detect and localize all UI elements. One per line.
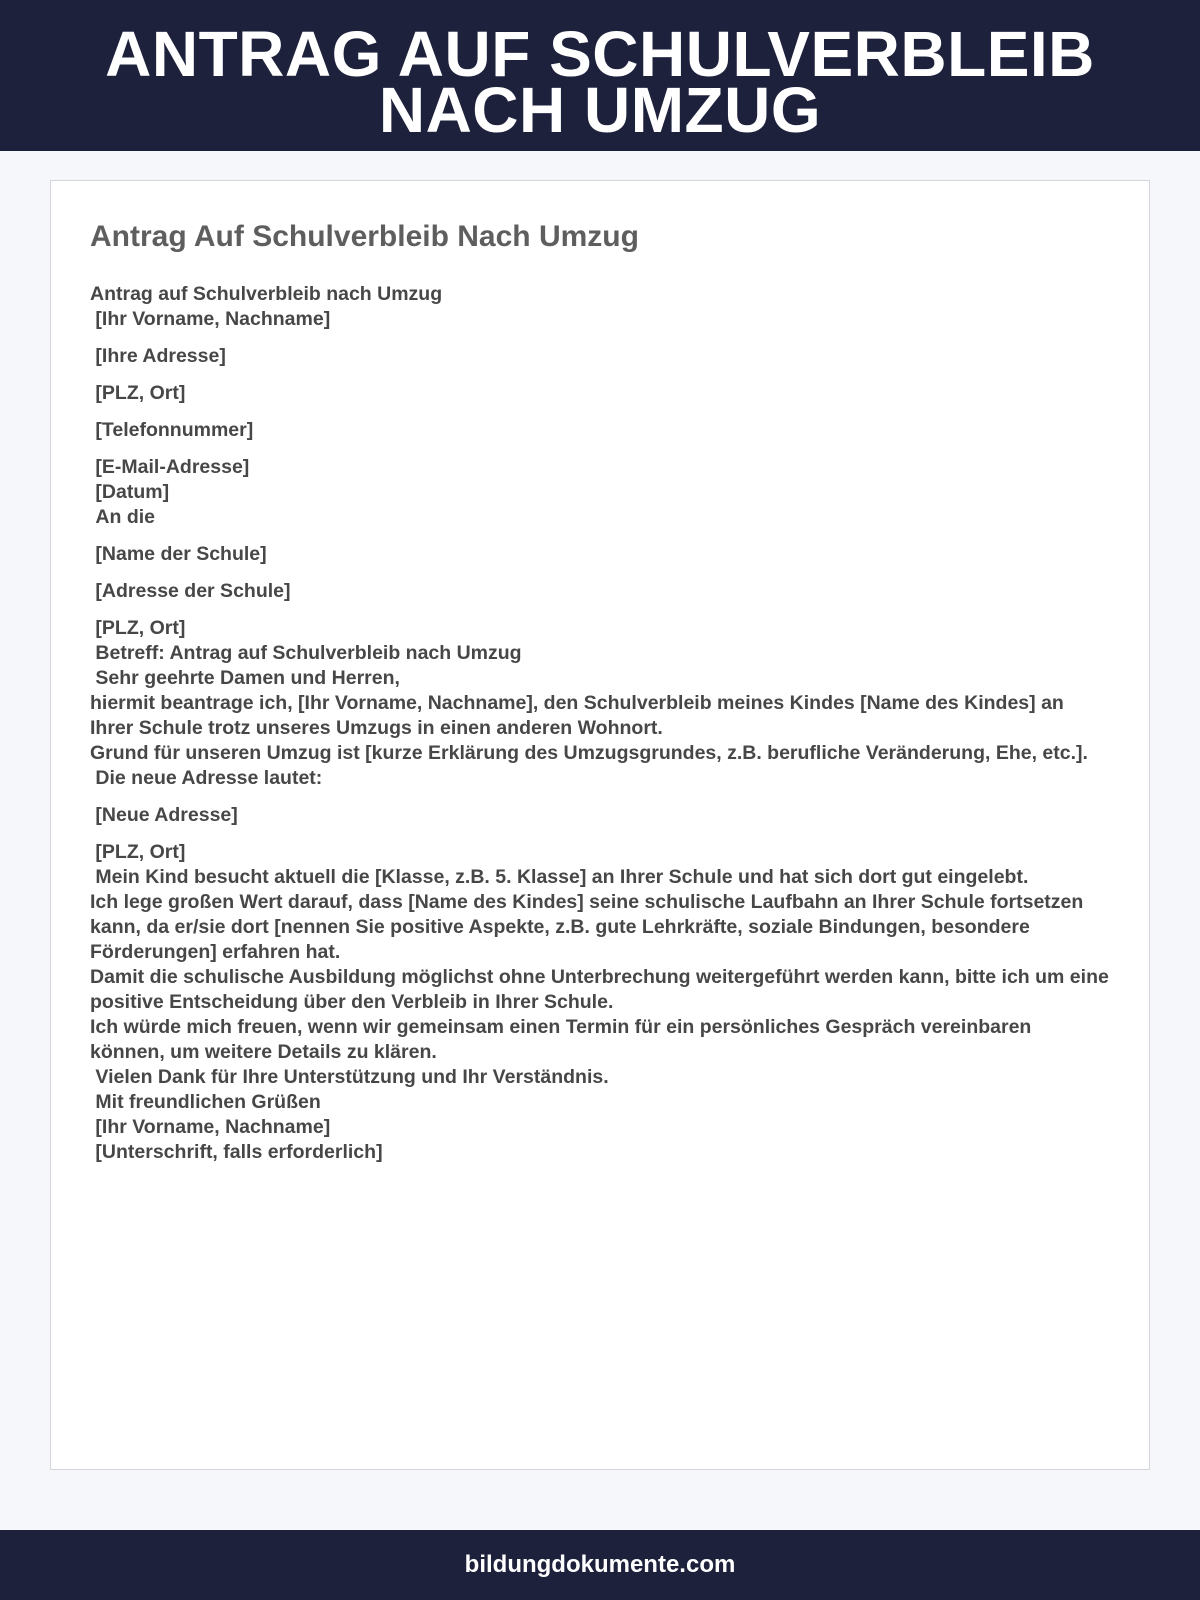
letter-line: [Neue Adresse] [90, 804, 238, 826]
letter-line: Sehr geehrte Damen und Herren, [90, 667, 400, 689]
page-footer [0, 1530, 1200, 1600]
letter-line: [E-Mail-Adresse] [90, 456, 250, 478]
letter-line: [Ihr Vorname, Nachname] [90, 308, 331, 330]
letter-line: [Ihre Adresse] [90, 345, 226, 367]
letter-body [90, 282, 1115, 1165]
letter-line: Vielen Dank für Ihre Unterstützung und Ihr Verständnis. [90, 1066, 609, 1088]
letter-line: hiermit beantrage ich, [Ihr Vorname, Nachname], den Schulverbleib meines Kindes [Name des Kindes] an Ihrer Schule trotz unseres Umzugs in einen anderen Wohnort. [90, 692, 1070, 739]
letter-line: [Datum] [90, 481, 170, 503]
page-title-line-1: ANTRAG AUF SCHULVERBLEIB [105, 18, 1095, 90]
letter-line: [Ihr Vorname, Nachname] [90, 1116, 331, 1138]
letter-line: Die neue Adresse lautet: [90, 767, 323, 789]
letter-line: [PLZ, Ort] [90, 382, 186, 404]
letter-line: Mit freundlichen Grüßen [90, 1091, 321, 1113]
letter-line: [Telefonnummer] [90, 419, 254, 441]
page-header [0, 0, 1200, 151]
letter-line: [Name der Schule] [90, 543, 267, 565]
letter-line: [PLZ, Ort] [90, 841, 186, 863]
letter-line: Ich würde mich freuen, wenn wir gemeinsam einen Termin für ein persönliches Gespräch vereinbaren können, um weitere Details zu klären. [90, 1016, 1037, 1063]
letter-line: An die [90, 506, 156, 528]
letter-line: Betreff: Antrag auf Schulverbleib nach Umzug [90, 642, 522, 664]
document-heading: Antrag Auf Schulverbleib Nach Umzug [90, 220, 639, 253]
letter-line: Damit die schulische Ausbildung möglichst ohne Unterbrechung weitergeführt werden kann, bitte ich um eine positive Entscheidung über den Verbleib in Ihrer Schule. [90, 966, 1115, 1013]
letter-line: Ich lege großen Wert darauf, dass [Name des Kindes] seine schulische Laufbahn an Ihrer Schule fortsetzen kann, da er/sie dort [nennen Sie positive Aspekte, z.B. gute Lehrkräfte, soziale Bindungen, besondere Förderungen] erfahren hat. [90, 891, 1089, 963]
letter-line: Grund für unseren Umzug ist [kurze Erklärung des Umzugsgrundes, z.B. berufliche Veränderung, Ehe, etc.]. [90, 742, 1088, 764]
footer-site-link[interactable]: bildungdokumente.com [464, 1551, 736, 1578]
document-card [50, 180, 1150, 1470]
letter-line: [PLZ, Ort] [90, 617, 186, 639]
letter-line: [Unterschrift, falls erforderlich] [90, 1141, 383, 1163]
letter-line: Antrag auf Schulverbleib nach Umzug [90, 283, 443, 305]
page-title [0, 18, 1200, 146]
letter-line: Mein Kind besucht aktuell die [Klasse, z.B. 5. Klasse] an Ihrer Schule und hat sich dort gut eingelebt. [90, 866, 1029, 888]
page-title-line-2: NACH UMZUG [378, 74, 822, 146]
letter-line: [Adresse der Schule] [90, 580, 291, 602]
